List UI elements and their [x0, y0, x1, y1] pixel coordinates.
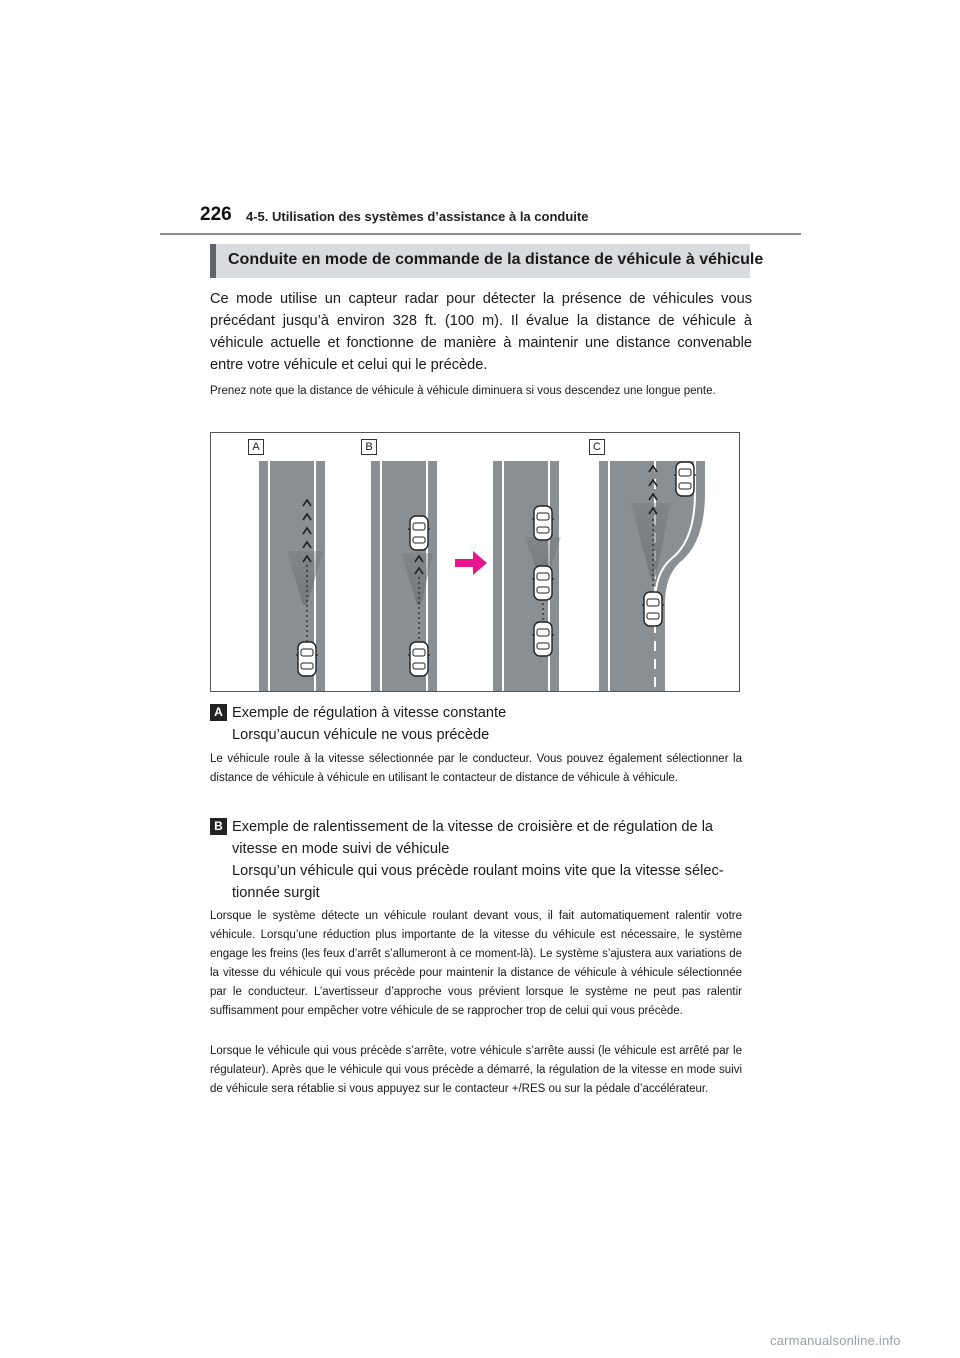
watermark: carmanualsonline.info — [770, 1333, 901, 1348]
transition-arrow — [455, 551, 487, 575]
item-b-line-2: vitesse en mode suivi de véhicule — [232, 841, 450, 857]
item-badge-a: A — [210, 704, 227, 721]
chapter-title: 4-5. Utilisation des systèmes d’assistance à la conduite — [246, 209, 589, 224]
figure-label-b: B — [361, 439, 377, 455]
item-b-line-1: Exemple de ralentissement de la vitesse de croisière et de régulation de la — [232, 819, 714, 835]
item-a — [210, 702, 750, 746]
road-diagram — [211, 433, 741, 693]
header-rule — [160, 233, 801, 235]
page-number: 226 — [200, 204, 232, 225]
intro-paragraph: Ce mode utilise un capteur radar pour détecter la présence de véhicules vous précédant jusqu’à environ 328 ft. (100 m). Il évalue la distance de véhicule à véhicule actuelle et fonctionne de manière à maintenir une distance convenable entre votre véhicule et celui qui le précède. — [210, 291, 752, 373]
section-title: Conduite en mode de commande de la distance de véhicule à véhicule — [228, 251, 764, 268]
lane-b-continued — [493, 461, 561, 691]
note-paragraph: Prenez note que la distance de véhicule à véhicule diminuera si vous descendez une longue pente. — [210, 385, 716, 397]
lane-b — [371, 461, 437, 691]
illustration-figure — [210, 432, 740, 692]
lane-a — [259, 461, 325, 691]
item-a-line-1: Exemple de régulation à vitesse constante — [232, 705, 507, 721]
item-b — [210, 816, 750, 904]
item-b-line-3: Lorsqu’un véhicule qui vous précède roulant moins vite que la vitesse sélec- — [232, 863, 724, 879]
item-b-description: Lorsque le système détecte un véhicule roulant devant vous, il fait automatiquement ralentir votre véhicule. Lorsqu’une réduction plus importante de la vitesse du véhicule est nécessaire, le système engage les freins (les feux d’arrêt s’allumeront à ce moment-là). Le système s’ajustera aux variations de la vitesse du véhicule qui vous précède pour maintenir la distance de véhicule à véhicule sélectionnée par le conducteur. L’avertisseur d’approche vous prévient lorsque le système ne peut pas ralentir suffisamment pour empêcher votre véhicule de se rapprocher trop de celui qui vous précède. — [210, 910, 742, 1017]
item-b-description-2: Lorsque le véhicule qui vous précède s’arrête, votre véhicule s’arrête aussi (le véhicule est arrêté par le régulateur). Après que le véhicule qui vous précède a démarré, la régulation de la vitesse en mode suivi de véhicule sera rétablie si vous appuyez sur le contacteur +/RES ou sur la pédale d’accélérateur. — [210, 1045, 742, 1095]
item-badge-b: B — [210, 818, 227, 835]
item-a-description: Le véhicule roule à la vitesse sélectionnée par le conducteur. Vous pouvez également sélectionner la distance de véhicule à véhicule en utilisant le contacteur de distance de véhicule à véhicule. — [210, 753, 742, 784]
lane-c — [599, 461, 705, 691]
figure-label-c: C — [589, 439, 605, 455]
section-heading-bar — [210, 244, 764, 278]
item-b-line-4: tionnée surgit — [232, 885, 320, 901]
figure-label-a: A — [248, 439, 264, 455]
item-a-line-2: Lorsqu’aucun véhicule ne vous précède — [232, 727, 490, 743]
